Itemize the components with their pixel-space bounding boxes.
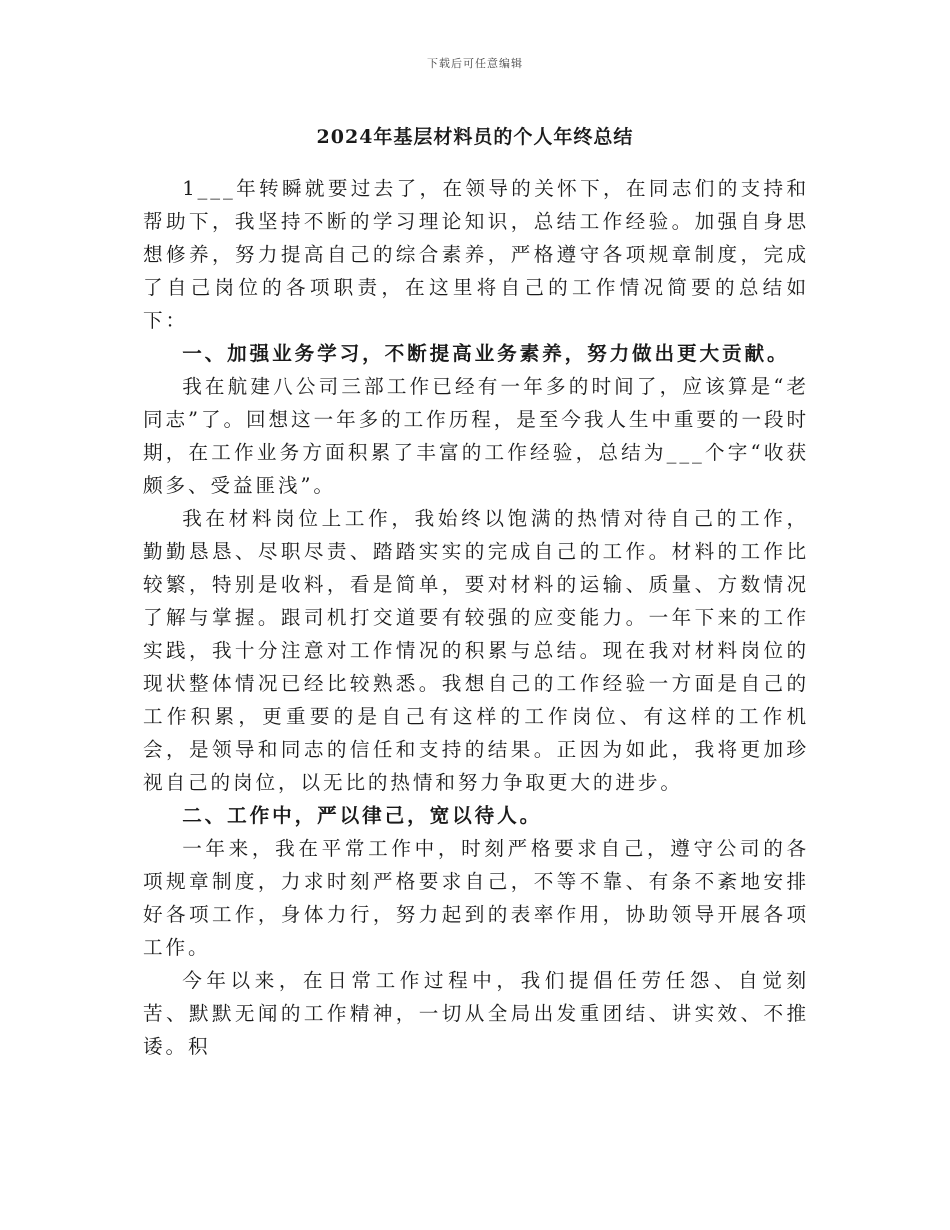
paragraph: 我在材料岗位上工作，我始终以饱满的热情对待自己的工作，勤勤恳恳、尽职尽责、踏踏实实的完成自己的工作。材料的工作比较繁，特别是收料，看是简单，要对材料的运输、质量、方数情况了解与掌握。跟司机打交道要有较强的应变能力。一年下来的工作实践，我十分注意对工作情况的积累与总结。现在我对材料岗位的现状整体情况已经比较熟悉。我想自己的工作经验一方面是自己的工作积累，更重要的是自己有这样的工作岗位、有这样的工作机会，是领导和同志的信任和支持的结果。正因为如此，我将更加珍视自己的岗位，以无比的热情和努力争取更大的进步。	[143, 507, 809, 794]
paragraph: 我在航建八公司三部工作已经有一年多的时间了，应该算是“老同志”了。回想这一年多的工作历程，是至今我人生中重要的一段时期，在工作业务方面积累了丰富的工作经验，总结为___个字“收获颇多、受益匪浅”。	[143, 375, 809, 497]
header-note: 下载后可任意编辑	[427, 57, 523, 70]
section-heading-2: 二、工作中，严以律己，宽以待人。	[182, 804, 543, 827]
section-heading-1: 一、加强业务学习，不断提高业务素养，努力做出更大贡献。	[182, 342, 790, 365]
paragraph: 一年来，我在平常工作中，时刻严格要求自己，遵守公司的各项规章制度，力求时刻严格要求自己，不等不靠、有条不紊地安排好各项工作，身体力行，努力起到的表率作用，协助领导开展各项工作。	[143, 837, 809, 959]
document-body	[143, 172, 809, 1063]
document-title: 2024年基层材料员的个人年终总结	[316, 126, 634, 148]
paragraph-intro: 1___年转瞬就要过去了，在领导的关怀下，在同志们的支持和帮助下，我坚持不断的学习理论知识，总结工作经验。加强自身思想修养，努力提高自己的综合素养，严格遵守各项规章制度，完成了自己岗位的各项职责，在这里将自己的工作情况简要的总结如下：	[143, 177, 809, 332]
paragraph: 今年以来，在日常工作过程中，我们提倡任劳任怨、自觉刻苦、默默无闻的工作精神，一切从全局出发重团结、讲实效、不推诿。积	[143, 969, 809, 1058]
